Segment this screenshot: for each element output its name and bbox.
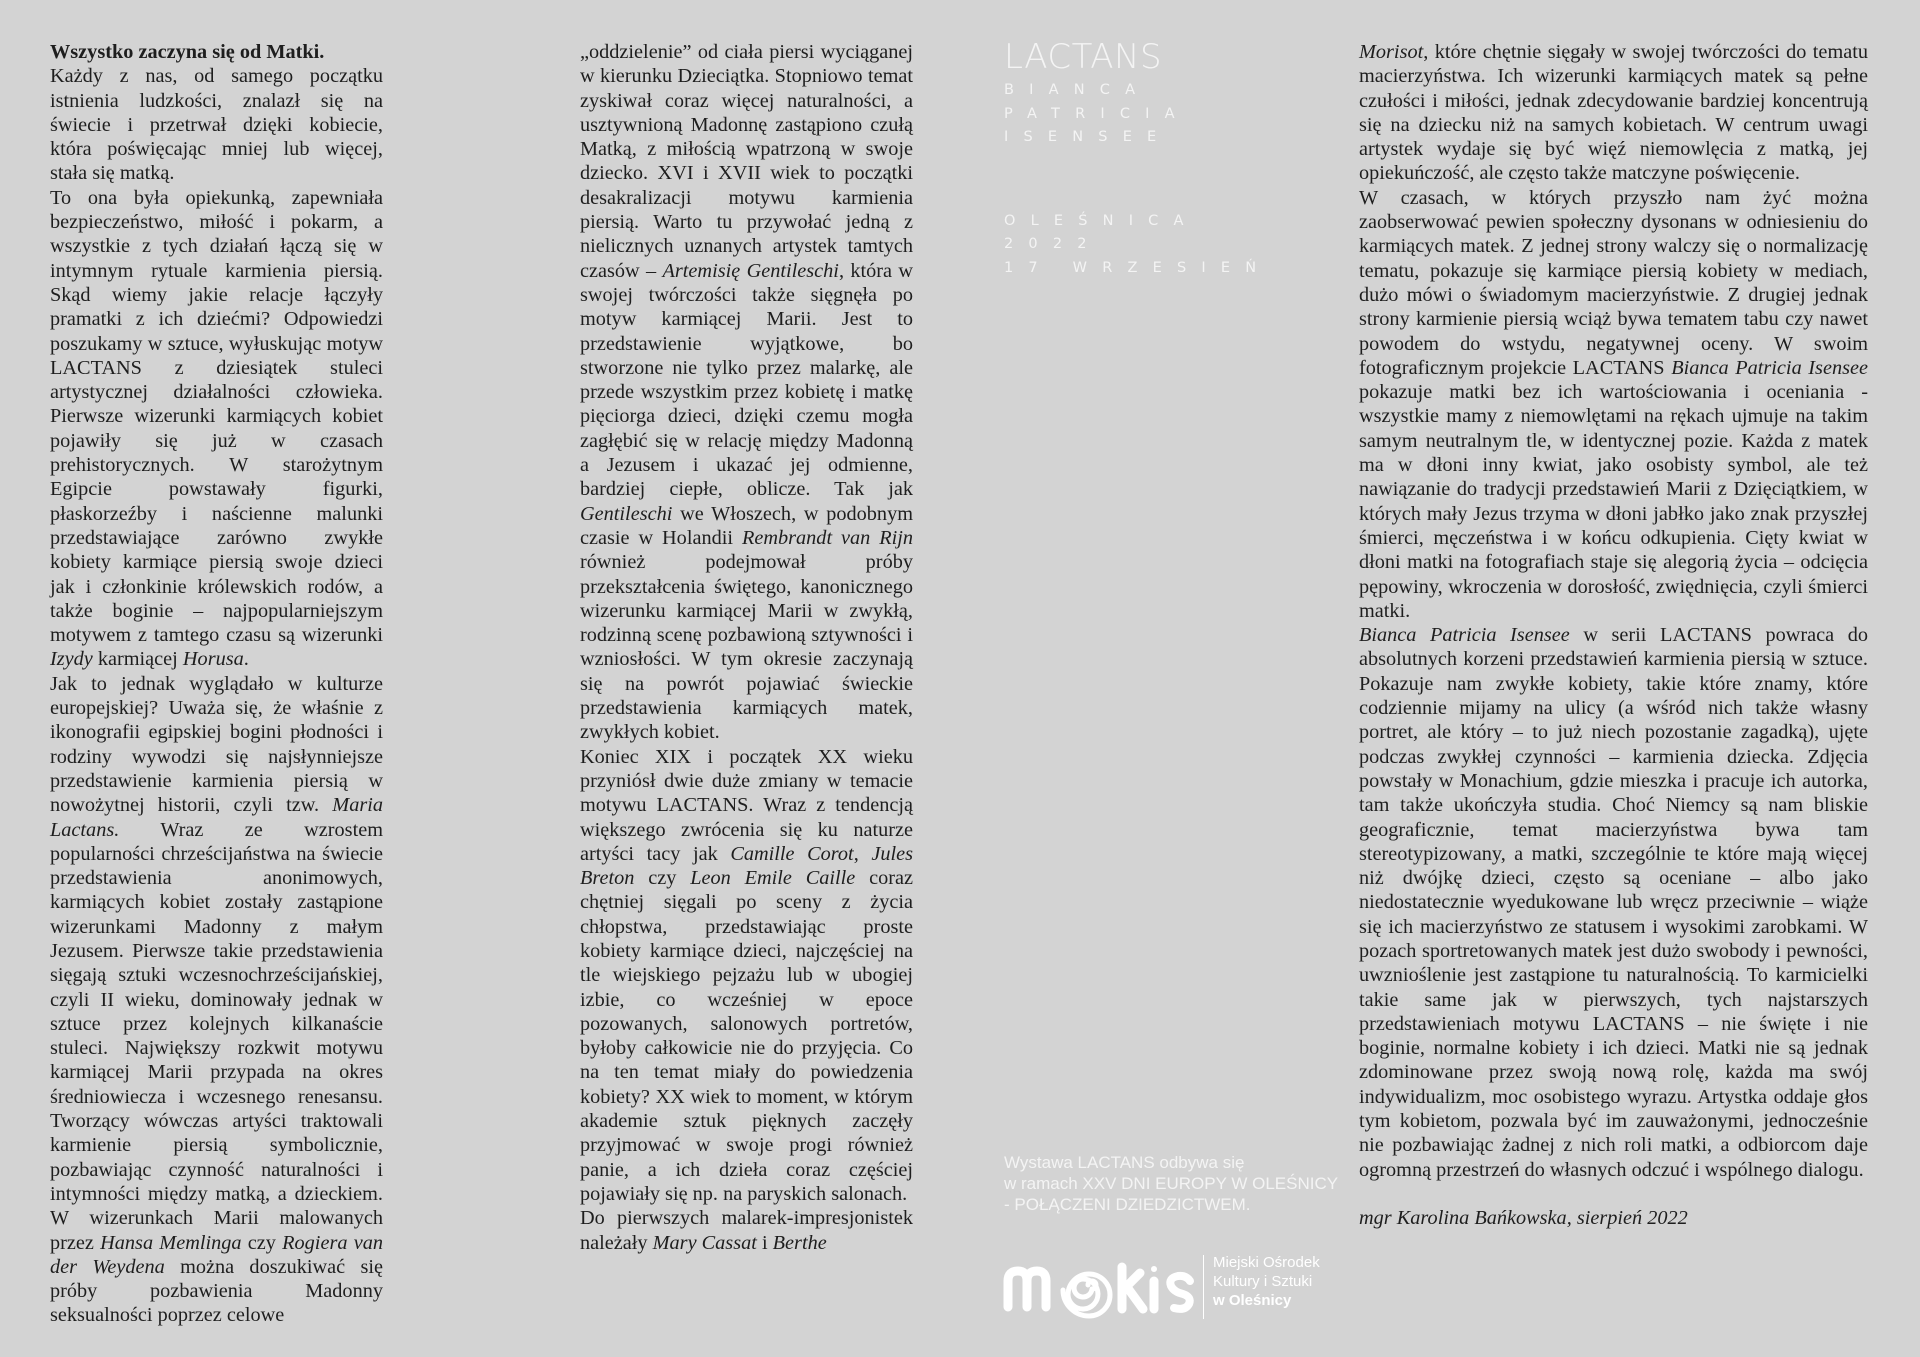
- mokis-logo-icon: [1000, 1245, 1200, 1325]
- paragraph: Do pierwszych malarek-impresjonistek należały Mary Cassat i Berthe: [580, 1207, 913, 1254]
- organizer-name-line: w Oleśnicy: [1213, 1292, 1292, 1309]
- organizer-logo: [1000, 1245, 1345, 1325]
- exhibition-title: LACTANS: [1004, 37, 1163, 77]
- note-line: Wystawa LACTANS odbywa się: [1004, 1153, 1245, 1172]
- paragraph: W czasach, w których przyszło nam żyć można zaobserwować pewien społeczny dysonans w odniesieniu do karmiących matek. Z jednej strony walczy się o normalizację tematu, pokazuje się karmiące piersią kobiety w mediach, dużo mówi o świadomym macierzyństwie. Z drugiej jednak strony karmienie piersią wciąż bywa tematem tabu czy nawet powodem do wstydu, negatywnej oceny. W swoim fotograficznym projekcie LACTANS Bianca Patricia Isensee pokazuje matki bez ich wartościowania i oceniania - wszystkie mamy z niemowlętami na rękach ujmuje na takim samym neutralnym tle, w identycznej pozie. Każda z matek ma w dłoni inny kwiat, jako osobisty symbol, ale też nawiązanie do tradycji przedstawień Marii z Dzięciątkiem, w których mały Jezus trzyma w dłoni jabłko jako znak przyszłej śmierci, męczeństwa i w końcu odkupienia. Cięty kwiat w dłoni matki na fotografiach staje się alegorią życia – odcięcia pępowiny, wkroczenia w dorosłość, zwiędnięcia, czyli śmierci matki.: [1359, 186, 1868, 622]
- artist-name: [1004, 79, 1254, 150]
- note-line: w ramach XXV DNI EUROPY W OLEŚNICY: [1004, 1174, 1339, 1193]
- logo-divider: [1203, 1255, 1204, 1319]
- text-column-1: [50, 40, 383, 1328]
- organizer-name-line: Miejski Ośrodek: [1213, 1254, 1320, 1271]
- note-line: - POŁĄCZENI DZIEDZICTWEM.: [1004, 1195, 1251, 1214]
- artist-name-line: ISENSEE: [1004, 129, 1172, 145]
- organizer-name-line: Kultury i Sztuki: [1213, 1273, 1313, 1290]
- lead-heading: Wszystko zaczyna się od Matki.: [50, 41, 325, 63]
- paragraph: To ona była opiekunką, zapewniała bezpieczeństwo, miłość i pokarm, a wszystkie z tych działań łączą się w intymnym rytuale karmienia piersią. Skąd wiemy jakie relacje łączyły pramatki z ich dziećmi? Odpowiedzi poszukamy w sztuce, wyłuskując motyw LACTANS z dziesiątek stuleci artystycznej działalności człowieka. Pierwsze wizerunki karmiących kobiet pojawiły się już w czasach prehistorycznych. W starożytnym Egipcie powstawały figurki, płaskorzeźby i naścienne malunki przedstawiające zarówno zwykłe kobiety karmiące piersią swoje dzieci jak i członkinie królewskich rodów, a także boginie – najpopularniejszym motywem z tamtego czasu są wizerunki Izydy karmiącej Horusa.: [50, 186, 383, 671]
- paragraph: Każdy z nas, od samego początku istnienia ludzkości, znalazł się na świecie i przetrwał dzięki kobiecie, która poświęcając mniej lub więcej, stała się matką.: [50, 65, 383, 185]
- event-date: 17 WRZESIEŃ: [1004, 259, 1272, 276]
- paragraph: Koniec XIX i początek XX wieku przyniósł dwie duże zmiany w temacie motywu LACTANS. Wraz z tendencją większego zwrócenia się ku naturze artyści tacy jak Camille Corot, Jules Breton czy Leon Emile Caille coraz chętniej sięgali po sceny z życia chłopstwa, przedstawiając proste kobiety karmiące dzieci, najczęściej na tle wiejskiego pejzażu lub w ubogiej izbie, co wcześniej w epoce pozowanych, salonowych portretów, byłoby całkowicie nie do przyjęcia. Co na ten temat miały do powiedzenia kobiety? XX wiek to moment, w którym akademie sztuk pięknych zaczęły przyjmować w swoje progi również panie, a ich dzieła coraz częściej pojawiały się np. na paryskich salonach.: [580, 745, 913, 1205]
- author-signature: mgr Karolina Bańkowska, sierpień 2022: [1359, 1206, 1688, 1229]
- text-column-2: [580, 40, 913, 1255]
- artist-name-line: BIANCA: [1004, 82, 1151, 98]
- paragraph: Jak to jednak wyglądało w kulturze europejskiej? Uważa się, że właśnie z ikonografii egipskiej bogini płodności i rodziny wywodzi się najsłynniejsze przedstawienie karmienia piersią w nowożytnej historii, czyli tzw. Maria Lactans. Wraz ze wzrostem popularności chrześcijaństwa na świecie przedstawienia anonimowych, karmiących kobiet zostały zastąpione wizerunkami Madonny z małym Jezusem. Pierwsze takie przedstawienia sięgają sztuki wczesnochrześcijańskiej, czyli II wieku, dominowały jednak w sztuce przez kolejnych kilkanaście stuleci. Największy rozkwit motywu karmiącej Marii przypada na okres średniowiecza i wczesnego renesansu. Tworzący wówczas artyści traktowali karmienie piersią symbolicznie, pozbawiając czynność naturalności i intymności między matką, a dzieckiem. W wizerunkach Marii malowanych przez Hansa Memlinga czy Rogiera van der Weydena można doszukiwać się próby pozbawienia Madonny seksualności poprzez celowe: [50, 672, 383, 1327]
- paragraph: „oddzielenie” od ciała piersi wyciąganej w kierunku Dzieciątka. Stopniowo temat zyskiwał coraz więcej naturalności, a usztywnioną Madonnę zastąpiono czułą Matką, z miłością wpatrzoną w swoje dziecko. XVI i XVII wiek to początki desakralizacji motywu karmienia piersią. Warto tu przywołać jedną z nielicznych uznanych artystek tamtych czasów – Artemisię Gentileschi, która w swojej twórczości także sięgnęła po motyw karmiącej Marii. Jest to przedstawienie wyjątkowe, bo stworzone nie tylko przez malarkę, ale przede wszystkim przez kobietę i matkę pięciorga dzieci, dzięki czemu mogła zagłębić się w relację między Madonną a Jezusem i ukazać jej odmienne, bardziej ciepłe, oblicze. Tak jak Gentileschi we Włoszech, w podobnym czasie w Holandii Rembrandt van Rijn również podejmował próby przekształcenia świętego, kanonicznego wizerunku karmiącej Marii w zwykłą, rodzinną scenę pozbawioną sztywności i wzniosłości. W tym okresie zaczynają się na powrót pojawiać świeckie przedstawienia karmiących matek, zwykłych kobiet.: [580, 41, 914, 744]
- exhibition-note: [1004, 1152, 1344, 1215]
- organizer-name: [1213, 1253, 1320, 1310]
- event-info: [1004, 210, 1272, 281]
- event-place: OLEŚNICA: [1004, 212, 1199, 229]
- text-column-3: [1359, 40, 1868, 1230]
- event-year: 2022: [1004, 236, 1102, 252]
- paragraph: Bianca Patricia Isensee w serii LACTANS powraca do absolutnych korzeni przedstawień karmienia piersią w sztuce. Pokazuje nam zwykłe kobiety, takie które znamy, które codziennie mijamy na ulicy (a wśród nich także własny portret, ale który – to już niech pozostanie zagadką), ujęte podczas zwykłej czynności – karmienia dziecka. Zdjęcia powstały w Monachium, gdzie mieszka i pracuje ich autorka, tam także ukończyła studia. Choć Niemcy są nam bliskie geograficznie, temat macierzyństwa bywa tam stereotypizowany, a matki, szczególnie te które mają więcej niż dwójkę dzieci, często są oceniane – albo jako niedostatecznie wyedukowane lub wręcz przeciwnie – wiąże się ich macierzyństwo ze statusem i wysokimi zarobkami. W pozach sportretowanych matek jest dużo swobody i pewności, uwznioślenie jest zastąpione tu naturalnością. To karmicielki takie same jak w pierwszych, tych najstarszych przedstawieniach motywu LACTANS – nie święte i nie boginie, normalne kobiety i ich dzieci. Matki nie są jednak zdominowane przez swoją nową rolę, każda ma swój indywidualizm, moc osobistego wyrazu. Artystka oddaje głos tym kobietom, pozwala być im zauważonymi, jednocześnie nie pozbawiając żadnej z nich roli matki, a odbiorcom daje ogromną przestrzeń do własnych odczuć i wspólnego dialogu.: [1359, 624, 1868, 1181]
- exhibition-title-block: [1004, 37, 1272, 280]
- paragraph: Morisot, które chętnie sięgały w swojej twórczości do tematu macierzyństwa. Ich wizerunki karmiących matek są pełne czułości i miłości, jednak zdecydowanie bardziej koncentrują się na dziecku niż na samych kobietach. W centrum uwagi artystek wydaje się być więź niemowlęcia z matką, jej opiekuńczość, ale często także matczyne poświęcenie.: [1359, 41, 1868, 185]
- artist-name-line: PATRICIA: [1004, 105, 1190, 122]
